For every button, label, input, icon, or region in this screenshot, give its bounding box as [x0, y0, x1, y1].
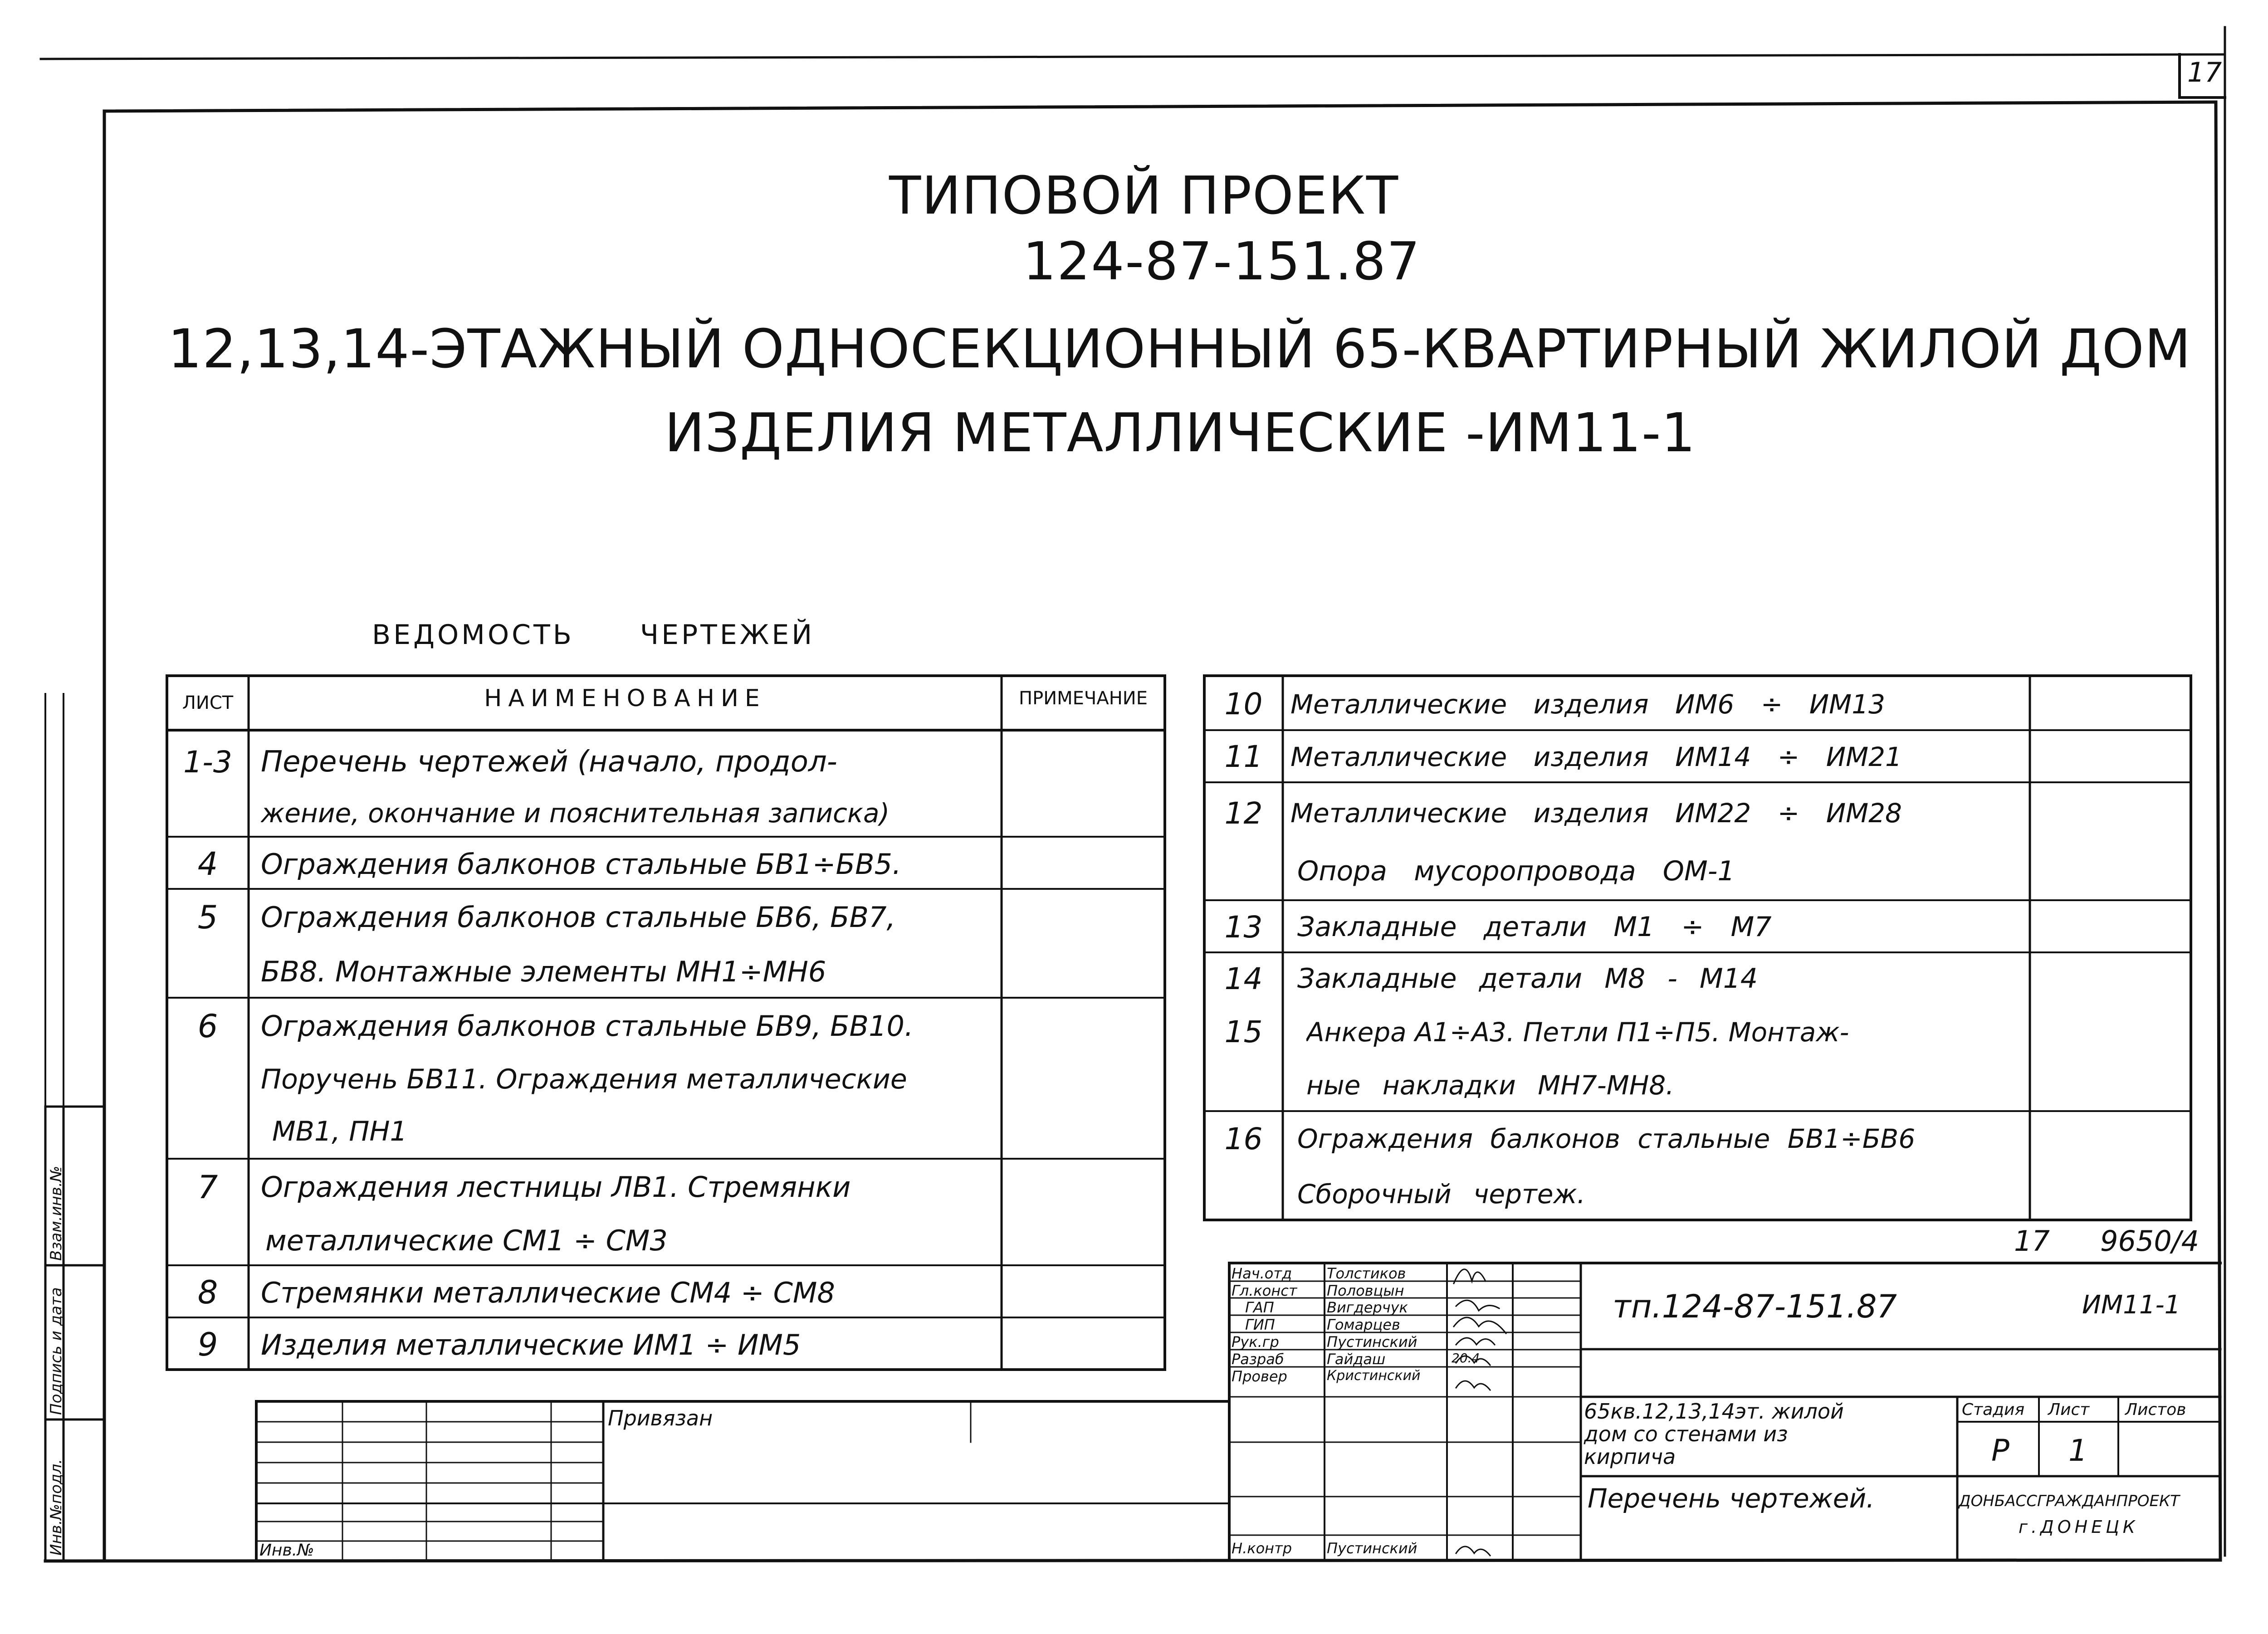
- stamp-role: ГАП: [1245, 1299, 1274, 1316]
- table-row-sheet: 7: [197, 1168, 218, 1206]
- table-row-name: Перечень чертежей (начало, продол-: [261, 745, 837, 779]
- stamp-city: г.ДОНЕЦК: [2019, 1517, 2139, 1537]
- stamp-description-line2: дом со стенами из: [1584, 1422, 1788, 1446]
- table-row-sheet: 16: [1224, 1121, 1263, 1156]
- sheet-number: 17: [2187, 57, 2222, 88]
- stamp-name: Толстиков: [1327, 1265, 1406, 1282]
- stamp-name: Пустинский: [1327, 1333, 1418, 1351]
- table-row-sheet: 1-3: [183, 744, 232, 780]
- table-row-sheet: 14: [1224, 961, 1263, 996]
- stamp-role: Н.контр: [1232, 1540, 1292, 1557]
- stamp-role: Рук.гр: [1232, 1333, 1279, 1351]
- table-row-name: Металлические изделия ИМ6 ÷ ИМ13: [1290, 688, 1886, 720]
- table-row-name: Ограждения балконов стальные БВ1÷БВ6: [1297, 1123, 1916, 1154]
- table-row-sheet: 13: [1224, 909, 1263, 945]
- table-row-sheet: 5: [197, 898, 218, 936]
- table-row-name: Ограждения лестницы ЛВ1. Стремянки: [261, 1171, 851, 1204]
- table-row-sheet: 6: [197, 1007, 218, 1045]
- table-row-name: Закладные детали М8 - М14: [1297, 963, 1758, 995]
- stamp-page-number: 17: [2014, 1224, 2050, 1258]
- table-row-name: Металлические изделия ИМ22 ÷ ИМ28: [1290, 798, 1902, 829]
- stamp-archive-code: 9650/4: [2100, 1224, 2200, 1258]
- binding-label: Привязан: [608, 1406, 713, 1430]
- table-row-name: жение, окончание и пояснительная записка): [261, 797, 890, 829]
- stamp-name: Гайдаш: [1327, 1351, 1386, 1368]
- stamp-name: Вигдерчук: [1327, 1299, 1408, 1316]
- stamp-document-title: Перечень чертежей.: [1588, 1483, 1875, 1514]
- inventory-number-label: Инв.№: [259, 1541, 314, 1560]
- stamp-role: Гл.конст: [1232, 1282, 1297, 1299]
- table-row-name: Закладные детали М1 ÷ М7: [1297, 911, 1772, 943]
- stamp-role: Разраб: [1232, 1351, 1284, 1368]
- table-row-sheet: 8: [197, 1274, 218, 1311]
- side-label-signature: Подпись и дата: [47, 1287, 65, 1415]
- stamp-project-code: тп.124-87-151.87: [1613, 1288, 1897, 1325]
- stamp-role: Нач.отд: [1232, 1265, 1292, 1282]
- table-row-name: Сборочный чертеж.: [1297, 1178, 1586, 1210]
- table-row-sheet: 11: [1224, 739, 1263, 774]
- stamp-sheet-value: 1: [2068, 1433, 2087, 1468]
- stamp-role: Провер: [1232, 1368, 1287, 1385]
- table-row-name: Металлические изделия ИМ14 ÷ ИМ21: [1290, 741, 1902, 772]
- table-row-name: БВ8. Монтажные элементы МН1÷МН6: [261, 955, 826, 988]
- col-header-name: НАИМЕНОВАНИЕ: [484, 685, 766, 712]
- table-row-sheet: 10: [1224, 687, 1263, 722]
- table-row-sheet: 12: [1224, 795, 1263, 831]
- table-row-name: ные накладки МН7-МН8.: [1306, 1069, 1674, 1101]
- stamp-mark: ИМ11-1: [2082, 1290, 2181, 1320]
- stamp-stage-value: Р: [1991, 1433, 2009, 1468]
- header-product-title: ИЗДЕЛИЯ МЕТАЛЛИЧЕСКИЕ -ИМ11-1: [665, 401, 1696, 464]
- header-type-project: ТИПОВОЙ ПРОЕКТ: [889, 166, 1399, 226]
- stamp-name: Кристинский: [1327, 1368, 1421, 1384]
- table-row-name: МВ1, ПН1: [272, 1116, 407, 1147]
- stamp-name: Гомарцев: [1327, 1316, 1400, 1333]
- stamp-name: Половцын: [1327, 1282, 1404, 1299]
- stamp-description-line3: кирпича: [1584, 1444, 1676, 1469]
- stamp-description-line1: 65кв.12,13,14эт. жилой: [1584, 1399, 1844, 1424]
- stamp-role: ГИП: [1245, 1316, 1275, 1333]
- table-row-name: Ограждения балконов стальные БВ6, БВ7,: [261, 901, 896, 934]
- table-row-sheet: 15: [1224, 1015, 1263, 1049]
- col-header-note: ПРИМЕЧАНИЕ: [1019, 688, 1148, 709]
- header-project-number: 124-87-151.87: [1023, 231, 1421, 292]
- stamp-date: 20.4: [1452, 1351, 1480, 1366]
- table-row-name: Опора мусоропровода ОМ-1: [1297, 855, 1735, 887]
- stamp-sheet-label: Лист: [2048, 1400, 2090, 1419]
- table-row-name: Изделия металлические ИМ1 ÷ ИМ5: [261, 1328, 801, 1361]
- stamp-sheets-label: Листов: [2125, 1400, 2186, 1419]
- drawings-list-title: ВЕДОМОСТЬ ЧЕРТЕЖЕЙ: [372, 619, 815, 651]
- stamp-organization: ДОНБАССГРАЖДАНПРОЕКТ: [1959, 1492, 2180, 1510]
- table-row-name: Ограждения балконов стальные БВ1÷БВ5.: [261, 847, 901, 881]
- table-row-sheet: 4: [197, 845, 218, 883]
- col-header-sheet: ЛИСТ: [182, 693, 234, 713]
- table-row-name: Поручень БВ11. Ограждения металлические: [261, 1063, 907, 1095]
- side-label-inventory: Инв.№подл.: [47, 1459, 65, 1556]
- table-row-sheet: 9: [197, 1326, 218, 1363]
- table-row-name: Анкера А1÷А3. Петли П1÷П5. Монтаж-: [1306, 1016, 1849, 1048]
- side-label-replacement: Взам.инв.№: [47, 1166, 65, 1261]
- stamp-name: Пустинский: [1327, 1540, 1418, 1557]
- table-row-name: Ограждения балконов стальные БВ9, БВ10.: [261, 1010, 914, 1043]
- table-row-name: Стремянки металлические СМ4 ÷ СМ8: [261, 1276, 835, 1309]
- table-row-name: металлические СМ1 ÷ СМ3: [265, 1224, 668, 1257]
- stamp-stage-label: Стадия: [1962, 1400, 2025, 1419]
- header-building-title: 12,13,14-ЭТАЖНЫЙ ОДНОСЕКЦИОННЫЙ 65-КВАРТИРНЫЙ ЖИЛОЙ ДОМ: [168, 317, 2191, 380]
